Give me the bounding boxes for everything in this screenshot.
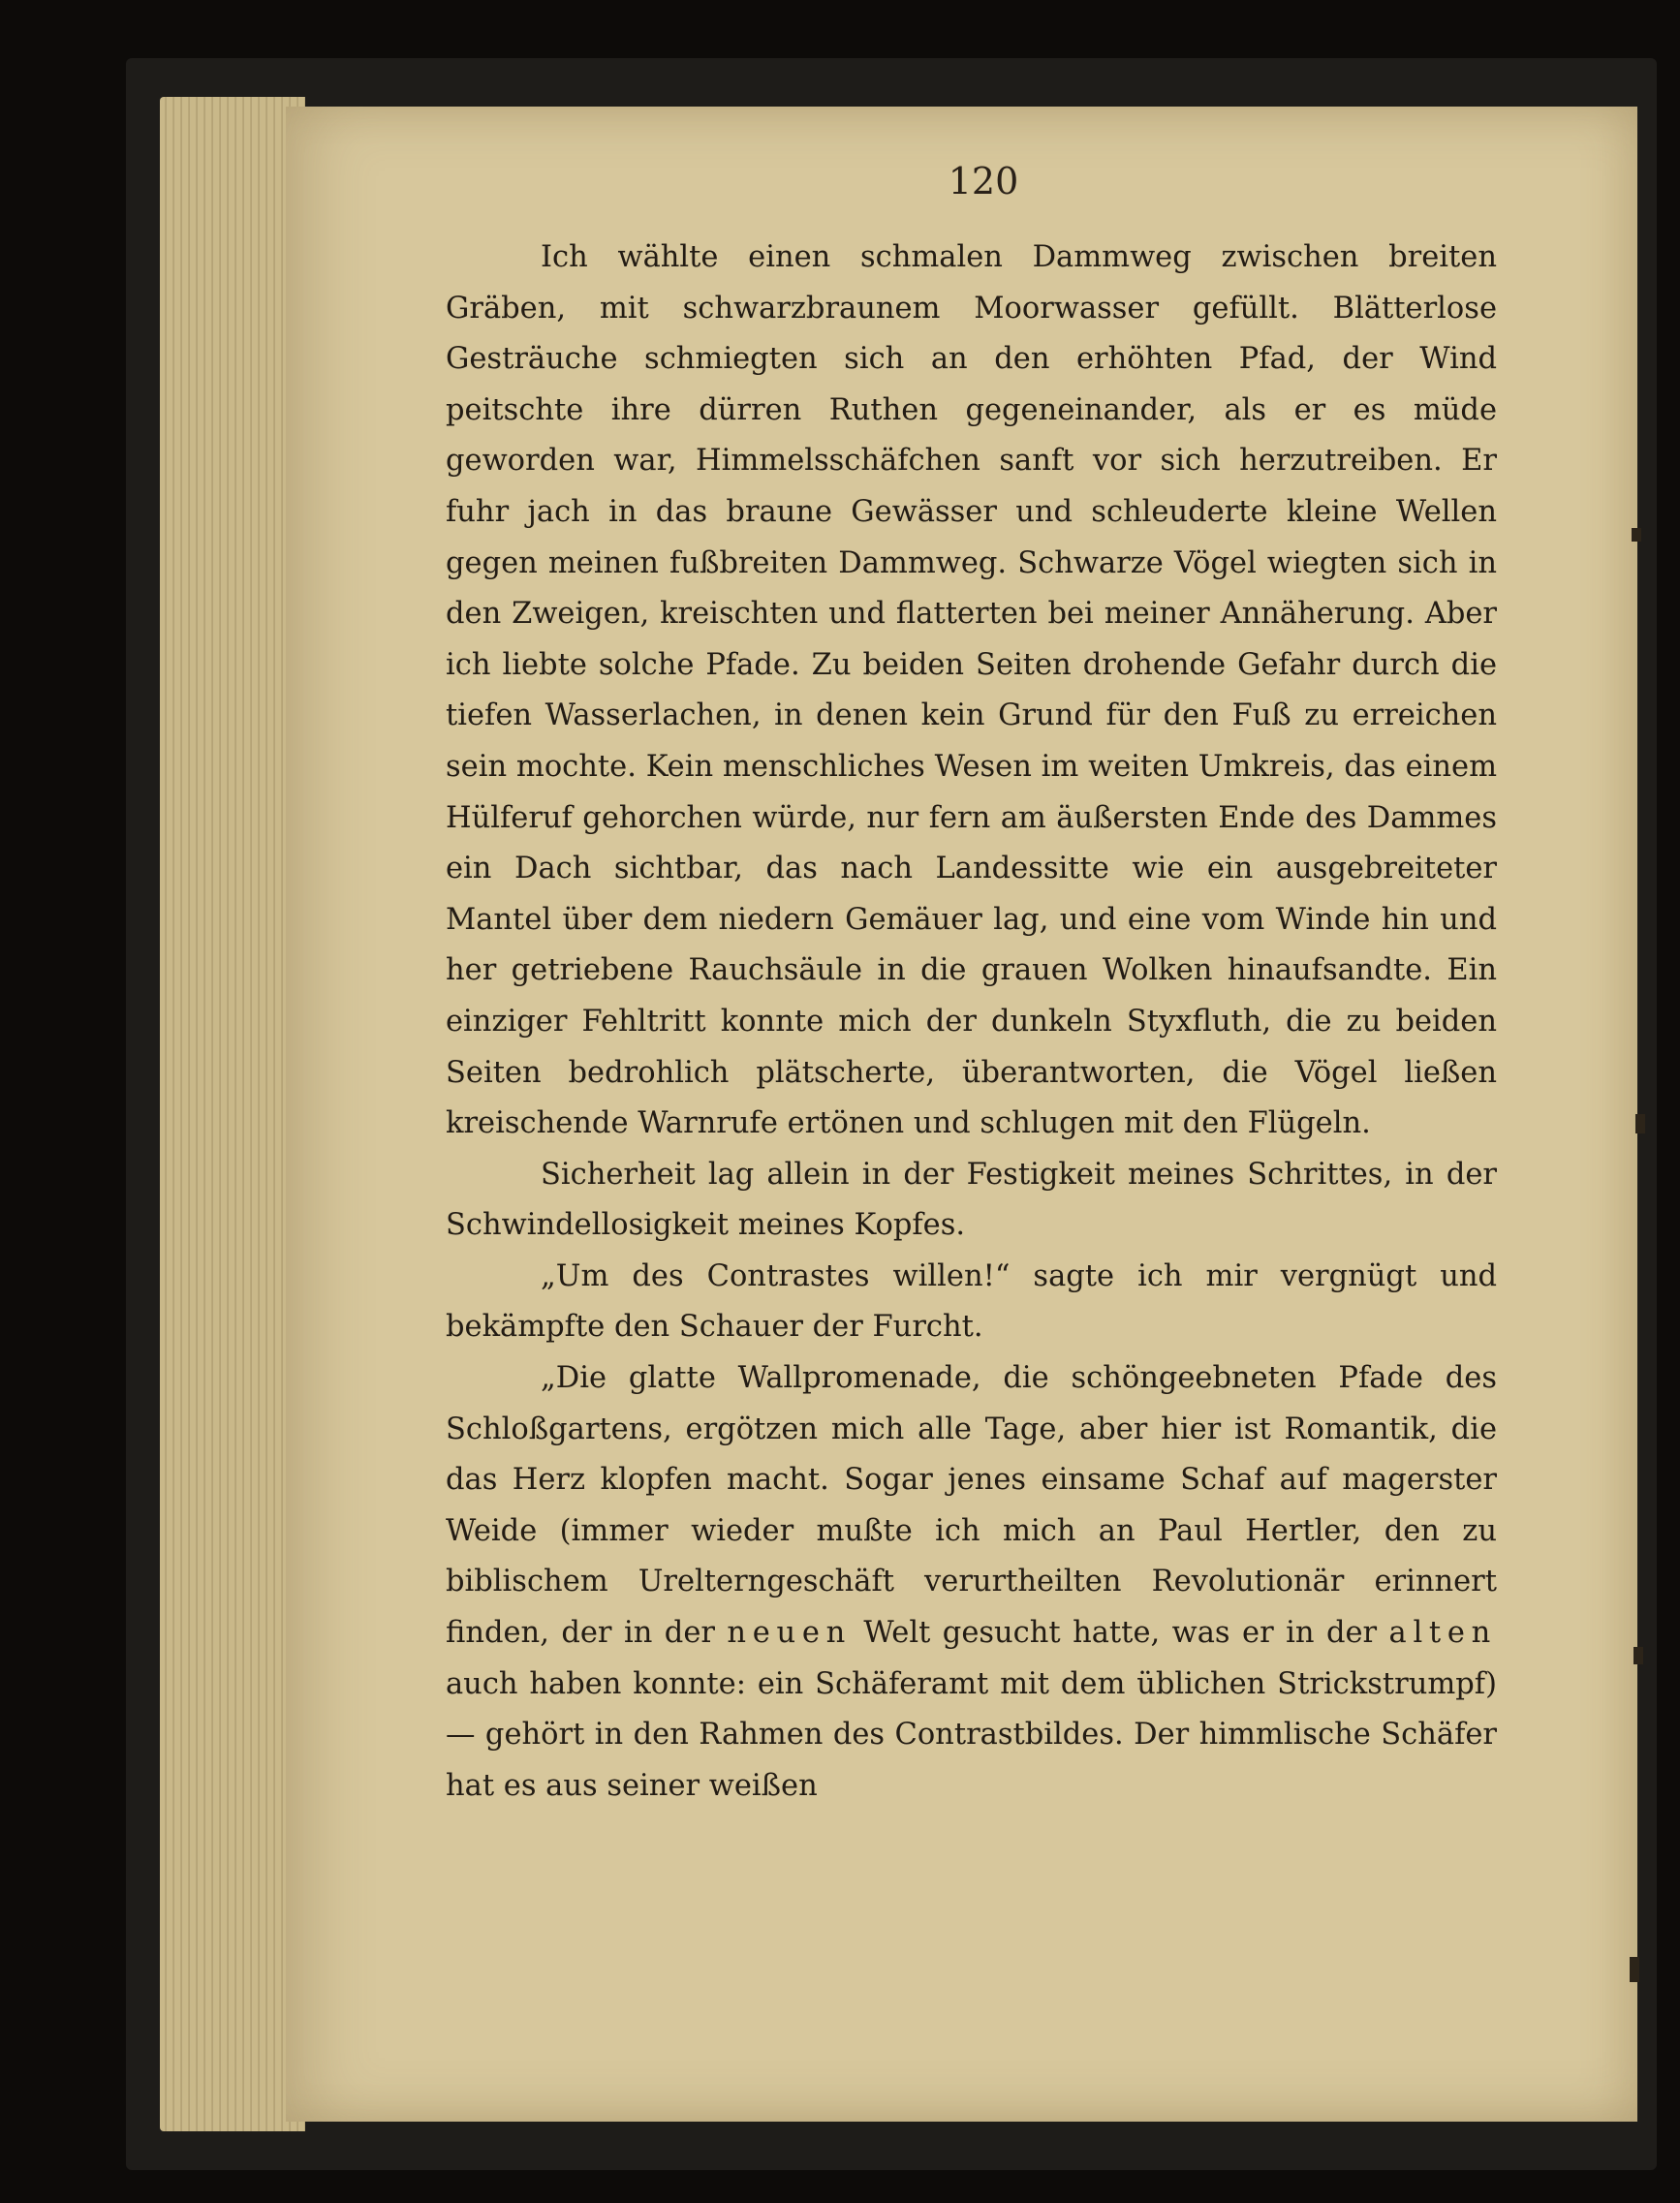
margin-mark [1630,1957,1639,1982]
paragraph-3: „Um des Contrastes willen!“ sagte ich mir vergnügt und bekämpfte den Schauer der Furcht. [446,1258,1497,1345]
paragraph-1: Ich wählte einen schmalen Dammweg zwischen breiten Gräben, mit schwarzbraunem Moorwasser gefüllt. Blätterlose Gesträuche schmiegten sich an den erhöhten Pfad, der Wind peitschte ihre dürren Ruthen gegeneinander, als er es müde geworden war, Himmelsschäfchen sanft vor sich herzutreiben. Er fuhr jach in das braune Gewässer und schleuderte kleine Wellen gegen meinen fußbreiten Dammweg. Schwarze Vögel wiegten sich in den Zweigen, kreischten und flatterten bei meiner Annäherung. Aber ich liebte solche Pfade. Zu beiden Seiten drohende Gefahr durch die tiefen Wasserlachen, in denen kein Grund für den Fuß zu erreichen sein mochte. Kein menschliches Wesen im weiten Umkreis, das einem Hülferuf gehorchen würde, nur fern am äußersten Ende des Dammes ein Dach sichtbar, das nach Landessitte wie ein ausgebreiteter Mantel über dem niedern Gemäuer lag, und eine vom Winde hin und her getriebene Rauchsäule in die grauen Wolken hinaufsandte. Ein einziger Fehltritt konnte mich der dunkeln Styxfluth, die zu beiden Seiten bedrohlich plätscherte, überantworten, die Vögel ließen kreischende Warnrufe ertönen und schlugen mit den Flügeln. [446,240,1497,1141]
spaced-word-neuen: neuen [727,1616,852,1651]
paragraph-4-part-3: auch haben konnte: ein Schäferamt mit dem üblichen Strickstrumpf) — gehört in den Rahmen des Contrastbildes. Der himmlische Schäfer hat es aus seiner weißen [446,1666,1497,1803]
page-edges [160,97,305,2131]
page-number: 120 [948,160,1019,202]
paragraph-4-part-2: Welt gesucht hatte, was er in der [851,1616,1389,1651]
spaced-word-alten: alten [1388,1616,1497,1651]
margin-mark [1633,1647,1643,1664]
paragraph-2: Sicherheit lag allein in der Festigkeit meines Schrittes, in der Schwindellosigkeit meines Kopfes. [446,1157,1497,1243]
paragraph-4-part-1: „Die glatte Wallpromenade, die schöngeebneten Pfade des Schloßgartens, ergötzen mich alle Tage, aber hier ist Romantik, die das Herz klopfen macht. Sogar jenes einsame Schaf auf magerster Weide (immer wieder mußte ich mich an Paul Hertler, den zu biblischem Urelterngeschäft verurtheilten Revolutionär erinnert finden, der in der [446,1361,1497,1651]
page-body [446,233,1497,1812]
paragraph-4 [446,1353,1497,1812]
margin-mark [1635,1114,1645,1133]
margin-mark [1632,528,1641,542]
